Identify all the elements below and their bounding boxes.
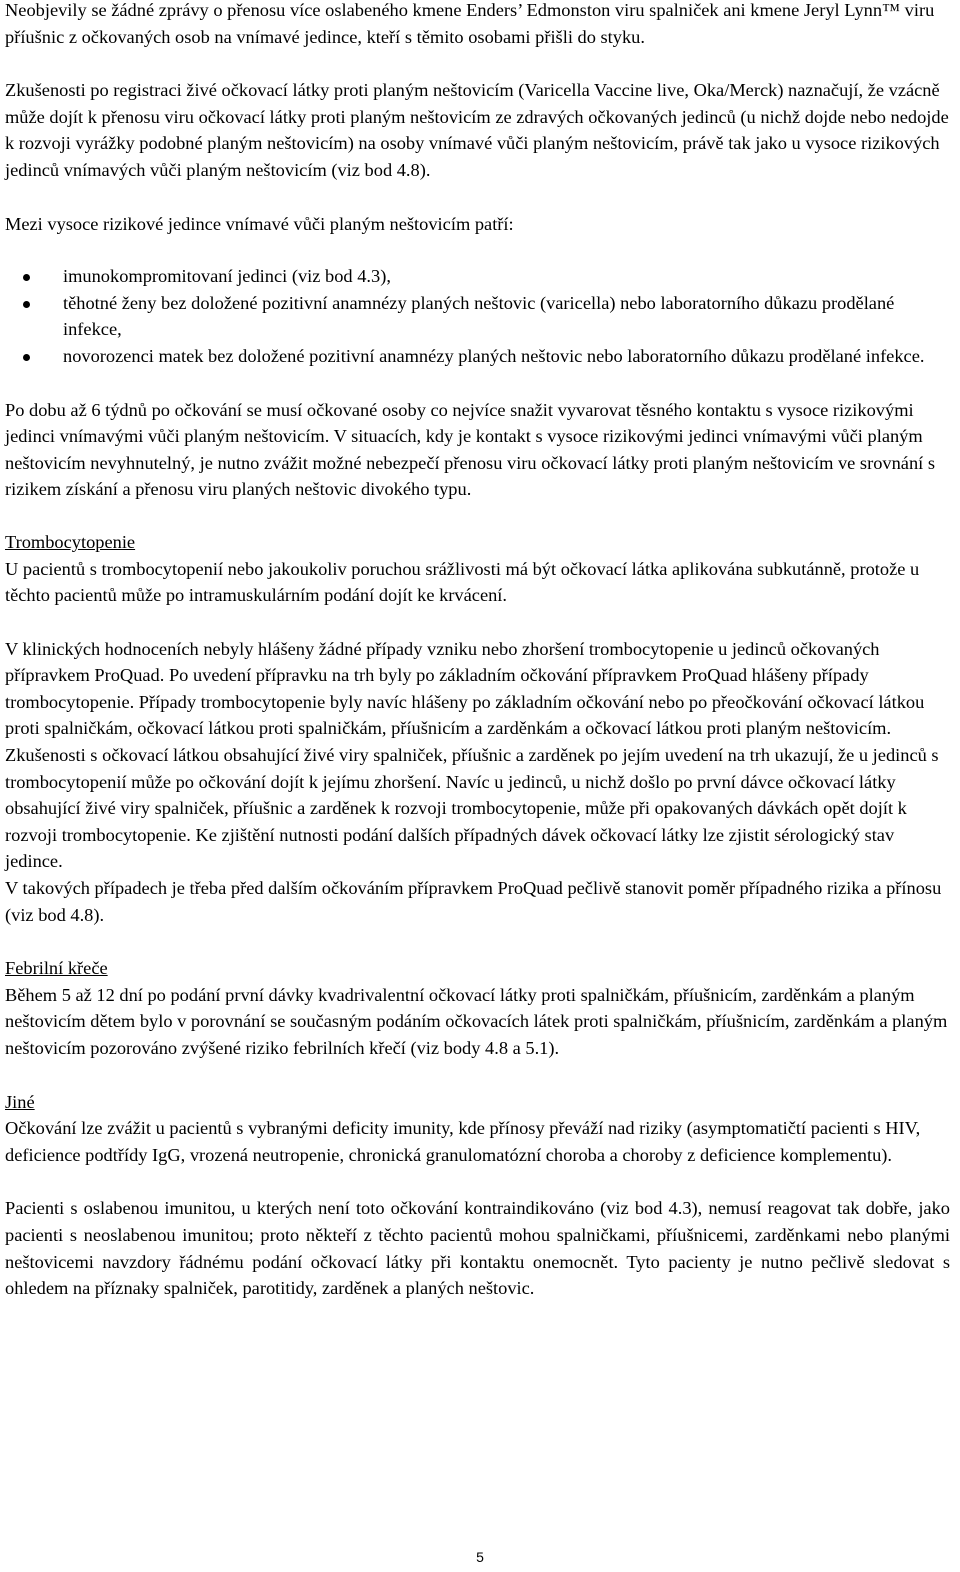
- document-page: [5, 0, 950, 1302]
- paragraph-high-risk-intro: Mezi vysoce rizikové jedince vnímavé vůči planým neštovicím patří:: [5, 213, 514, 234]
- list-item-text: imunokompromitovaní jedinci (viz bod 4.3),: [63, 266, 391, 287]
- heading-thrombocytopenia: Trombocytopenie: [5, 531, 136, 552]
- high-risk-list: [5, 263, 950, 369]
- paragraph-other-1: Očkování lze zvážit u pacientů s vybranými deficity imunity, kde přínosy převáží nad riziky (asymptomatičtí pacienti s HIV, deficience podtřídy IgG, vrozená neutropenie, chronická granulomatózní choroba a choroby z deficience komplementu).: [5, 1118, 921, 1165]
- bullet-icon: [23, 354, 30, 361]
- paragraph-varicella-experience: Zkušenosti po registraci živé očkovací látky proti planým neštovicím (Varicella Vaccine live, Oka/Merck) naznačují, že vzácně může dojít k přenosu viru očkovací látky proti planým neštovicím ze zdravých očkovaných jedinců (u nichž dojde nebo nedojde k rozvoji vyrážky podobné planým neštovicím) na osoby vnímavé vůči planým neštovicím, právě tak jako u vysoce rizikových jedinců vnímavých vůči planým neštovicím (viz bod 4.8).: [5, 80, 949, 180]
- paragraph-thrombocytopenia-2: V klinických hodnoceních nebyly hlášeny žádné případy vzniku nebo zhoršení trombocytopenie u jedinců očkovaných přípravkem ProQuad. Po uvedení přípravku na trh byly po základním očkování přípravkem ProQuad hlášeny případy trombocytopenie. Případy trombocytopenie byly navíc hlášeny po základním očkování nebo po přeočkování očkovací látkou proti spalničkám, očkovací látkou proti spalničkám, příušnicím a zarděnkám a očkovací látkou proti planým neštovicím. Zkušenosti s očkovací látkou obsahující živé viry spalniček, příušnic a zarděnek po jejím uvedení na trh ukazují, že u jedinců s trombocytopenií může po očkování dojít k jejímu zhoršení. Navíc u jedinců, u nichž došlo po první dávce očkovací látky obsahující živé viry spalniček, příušnic a zarděnek k rozvoji trombocytopenie, může při opakovaných dávkách opět dojít k rozvoji trombocytopenie. Ke zjištění nutnosti podání dalších případných dávek očkovací látky lze zjistit sérologický stav jedince.: [5, 638, 939, 872]
- heading-other: Jiné: [5, 1091, 35, 1112]
- paragraph-febrile-seizures: Během 5 až 12 dní po podání první dávky kvadrivalentní očkovací látky proti spalničkám, příušnicím, zarděnkám a planým neštovicím dětem bylo v porovnání se současným podáním očkovacích látek proti spalničkám, příušnicím, zarděnkám a planým neštovicím pozorováno zvýšené riziko febrilních křečí (viz body 4.8 a 5.1).: [5, 984, 948, 1058]
- page-number: 5: [476, 1549, 484, 1565]
- paragraph-thrombocytopenia-3: V takových případech je třeba před dalším očkováním přípravkem ProQuad pečlivě stanovit poměr případného rizika a přínosu (viz bod 4.8).: [5, 878, 942, 925]
- paragraph-transmission-strains: Neobjevily se žádné zprávy o přenosu více oslabeného kmene Enders’ Edmonston viru spalniček ani kmene Jeryl Lynn™ viru příušnic z očkovaných osob na vnímavé jedince, kteří s těmito osobami přišli do styku.: [5, 0, 935, 47]
- paragraph-contact-avoidance: Po dobu až 6 týdnů po očkování se musí očkované osoby co nejvíce snažit vyvarovat těsného kontaktu s vysoce rizikovými jedinci vnímavými vůči planým neštovicím. V situacích, kdy je kontakt s vysoce rizikovými jedinci vnímavými vůči planým neštovicím nevyhnutelný, je nutno zvážit možné nebezpečí přenosu viru očkovací látky proti planým neštovicím ve srovnání s rizikem získání a přenosu viru planých neštovic divokého typu.: [5, 399, 936, 500]
- bullet-icon: [23, 301, 30, 308]
- heading-febrile-seizures: Febrilní křeče: [5, 958, 108, 979]
- paragraph-thrombocytopenia-1: U pacientů s trombocytopenií nebo jakoukoliv poruchou srážlivosti má být očkovací látka aplikována subkutánně, protože u těchto pacientů může po intramuskulárním podání dojít ke krvácení.: [5, 558, 920, 606]
- paragraph-other-2: Pacienti s oslabenou imunitou, u kterých není toto očkování kontraindikováno (viz bod 4.3), nemusí reagovat tak dobře, jako pacienti s neoslabenou imunitou; proto někteří z těchto pacientů mohou spalničkami, příušnicemi, zarděnkami nebo planými neštovicemi navzdory řádnému podání očkovací látky při kontaktu onemocnět. Tyto pacienty je nutno pečlivě sledovat s ohledem na příznaky spalniček, parotitidy, zarděnek a planých neštovic.: [5, 1198, 950, 1299]
- list-item: [5, 263, 950, 290]
- bullet-icon: [23, 274, 30, 281]
- list-item-text: novorozenci matek bez doložené pozitivní anamnézy planých neštovic nebo laboratorního důkazu prodělané infekce.: [63, 345, 925, 366]
- list-item: [5, 290, 950, 343]
- list-item-text: těhotné ženy bez doložené pozitivní anamnézy planých neštovic (varicella) nebo laboratorního důkazu prodělané infekce,: [63, 292, 895, 340]
- list-item: [5, 343, 950, 370]
